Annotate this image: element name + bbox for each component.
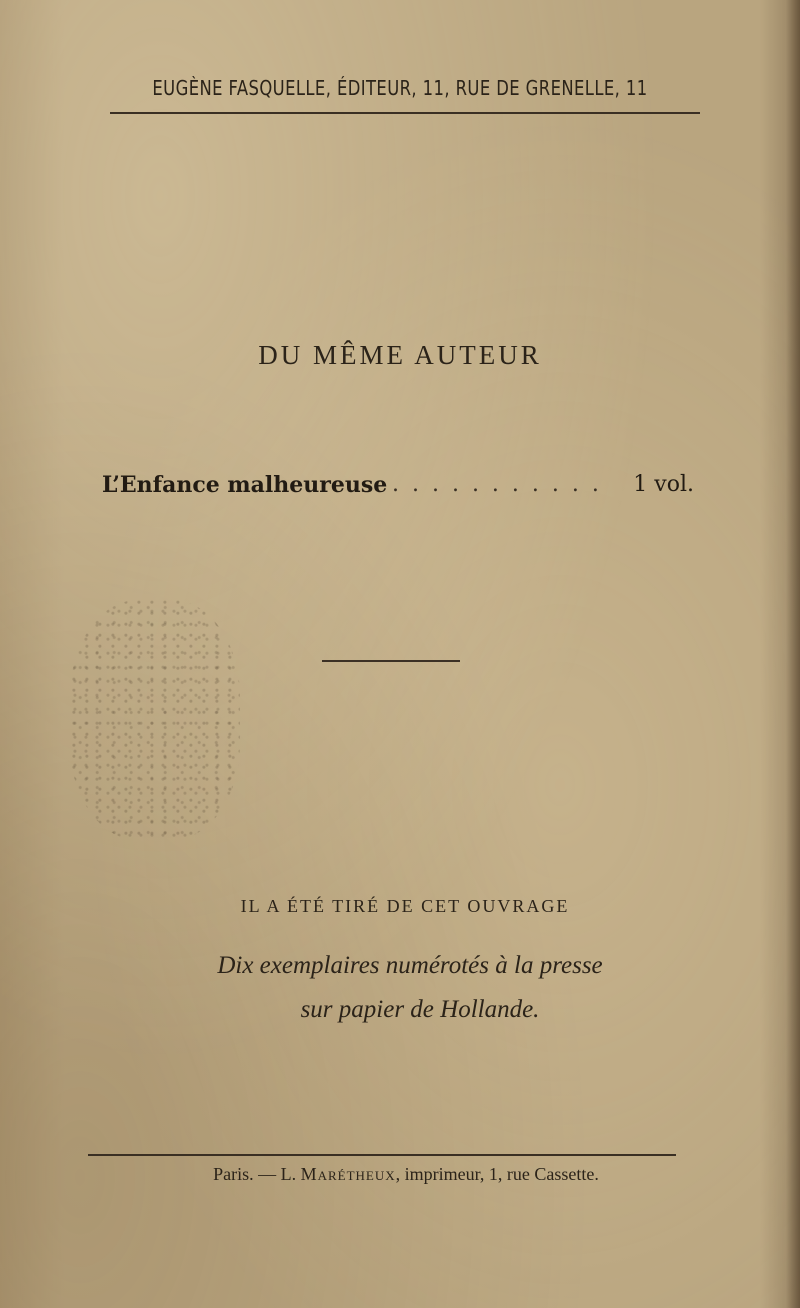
dot-leader: . . . . . . . . . . . — [392, 472, 602, 497]
page-edge-shadow — [786, 0, 800, 1308]
printer-imprint — [0, 1164, 800, 1185]
book-entry — [102, 472, 702, 506]
edition-heading: IL A ÉTÉ TIRÉ DE CET OUVRAGE — [240, 896, 570, 916]
printer-suffix: , imprimeur, 1, rue Cassette. — [395, 1164, 599, 1184]
edition-line-1: Dix exemplaires numérotés à la presse — [217, 952, 603, 979]
printer-name: Marétheux — [300, 1164, 396, 1184]
publisher-header: EUGÈNE FASQUELLE, ÉDITEUR, 11, RUE DE GRENELLE, 11 — [152, 76, 648, 100]
header-rule — [110, 112, 700, 114]
edition-line-2: sur papier de Hollande. — [300, 996, 540, 1023]
book-title: L’Enfance malheureuse — [102, 472, 388, 498]
paper-foxing-stain — [70, 600, 240, 840]
footer-rule — [88, 1154, 676, 1156]
section-title: DU MÊME AUTEUR — [258, 340, 542, 370]
center-rule — [322, 660, 460, 662]
printer-prefix: Paris. — L. — [213, 1164, 301, 1184]
book-volume-count: 1 vol. — [633, 472, 694, 497]
